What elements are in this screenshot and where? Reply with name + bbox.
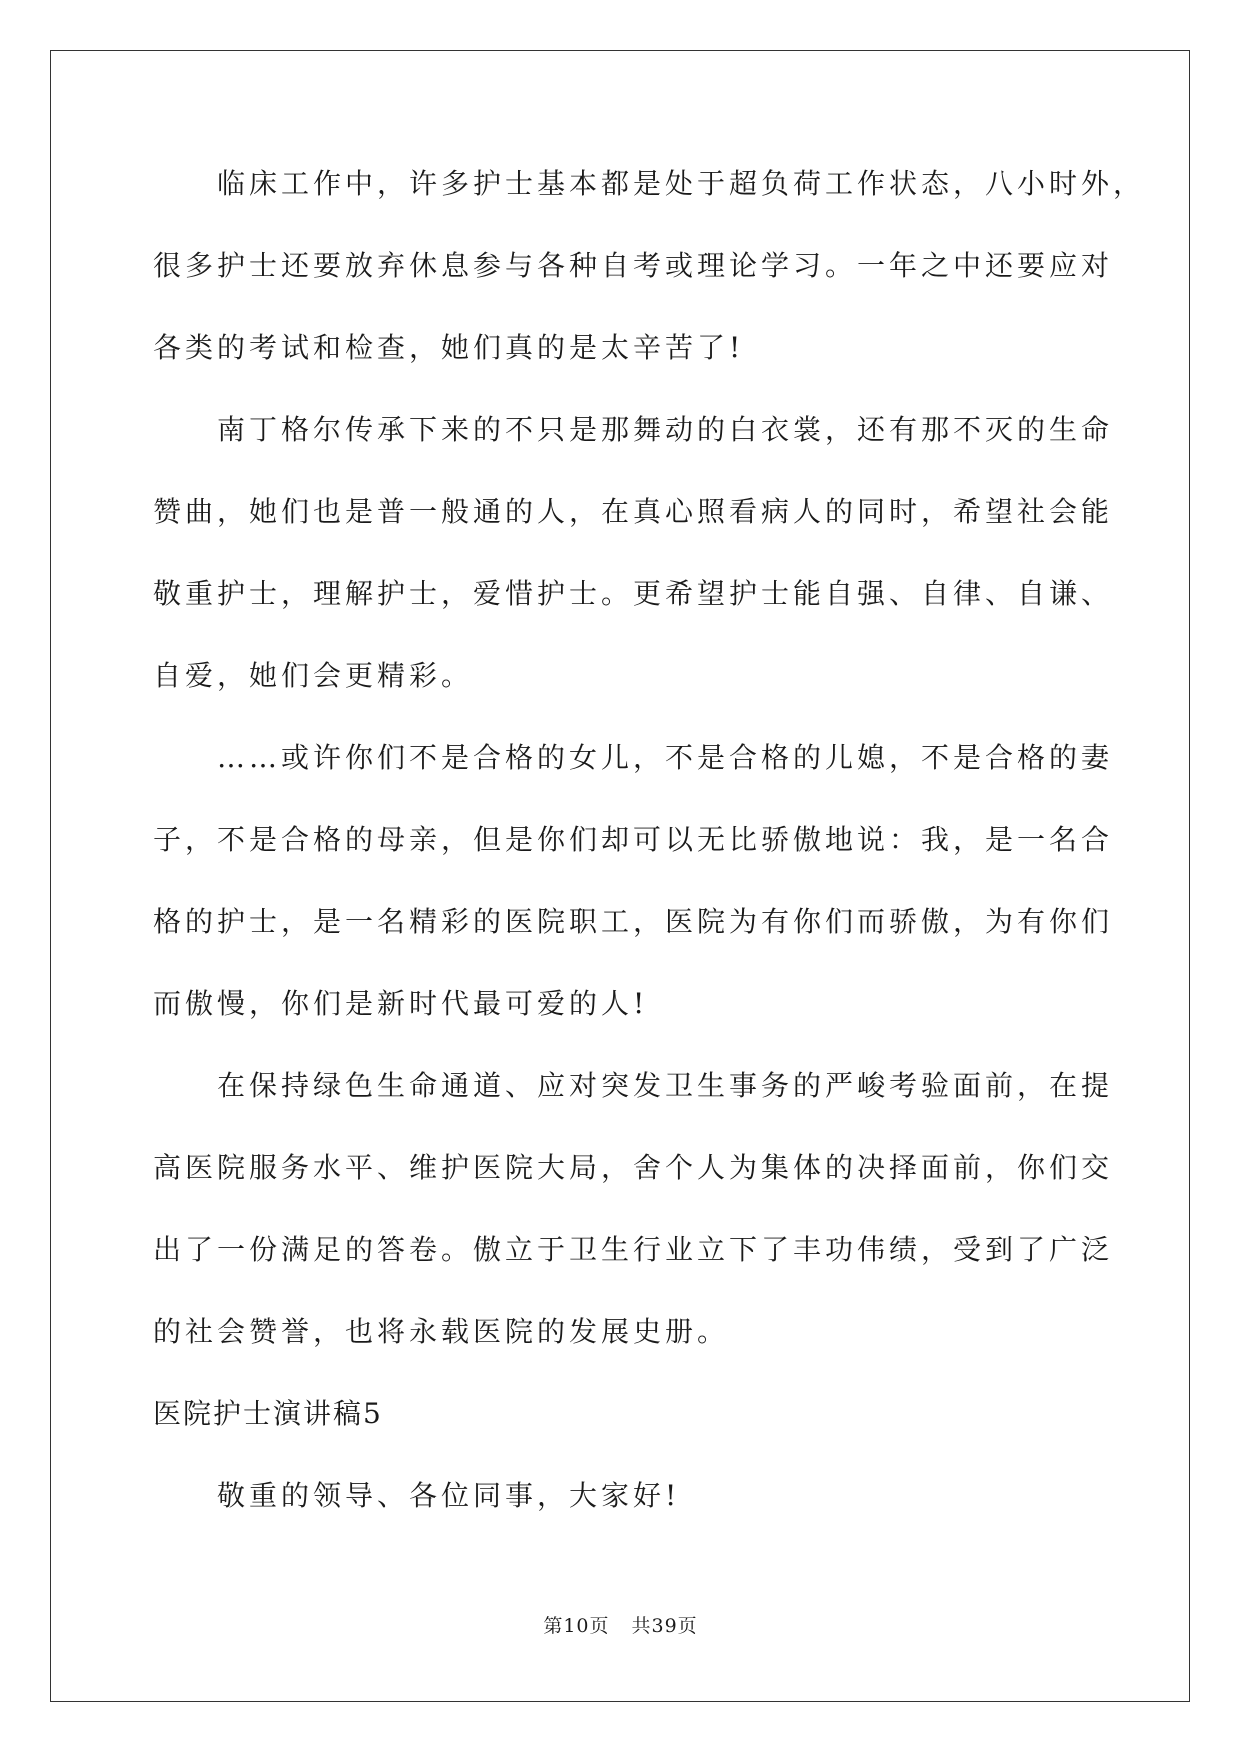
text-line: 敬重护士，理解护士，爱惜护士。更希望护士能自强、自律、自谦、	[153, 577, 1114, 610]
text-line: 敬重的领导、各位同事，大家好!	[217, 1479, 681, 1512]
page-total: 共39页	[631, 1615, 698, 1637]
text-line: 各类的考试和检查，她们真的是太辛苦了!	[153, 331, 745, 364]
text-line: 出了一份满足的答卷。傲立于卫生行业立下了丰功伟绩，受到了广泛	[153, 1233, 1114, 1266]
text-line: 而傲慢，你们是新时代最可爱的人!	[153, 987, 649, 1020]
text-line: 南丁格尔传承下来的不只是那舞动的白衣裳，还有那不灭的生命	[217, 413, 1114, 446]
text-line: 自爱，她们会更精彩。	[153, 659, 474, 692]
text-line: 临床工作中，许多护士基本都是处于超负荷工作状态，八小时外，	[217, 167, 1146, 200]
page-footer	[0, 1611, 1241, 1638]
text-line: 在保持绿色生命通道、应对突发卫生事务的严峻考验面前，在提	[217, 1069, 1114, 1102]
text-line: 高医院服务水平、维护医院大局，舍个人为集体的决择面前，你们交	[153, 1151, 1114, 1184]
section-heading: 医院护士演讲稿5	[153, 1397, 383, 1430]
text-line: 的社会赞誉，也将永载医院的发展史册。	[153, 1315, 730, 1348]
text-line: 赞曲，她们也是普一般通的人，在真心照看病人的同时，希望社会能	[153, 495, 1114, 528]
page-number: 第10页	[543, 1615, 610, 1637]
text-line: 子，不是合格的母亲，但是你们却可以无比骄傲地说：我，是一名合	[153, 823, 1114, 856]
document-body	[153, 164, 1146, 1558]
text-line: ……或许你们不是合格的女儿，不是合格的儿媳，不是合格的妻	[217, 741, 1114, 774]
text-line: 格的护士，是一名精彩的医院职工，医院为有你们而骄傲，为有你们	[153, 905, 1114, 938]
text-line: 很多护士还要放弃休息参与各种自考或理论学习。一年之中还要应对	[153, 249, 1114, 282]
